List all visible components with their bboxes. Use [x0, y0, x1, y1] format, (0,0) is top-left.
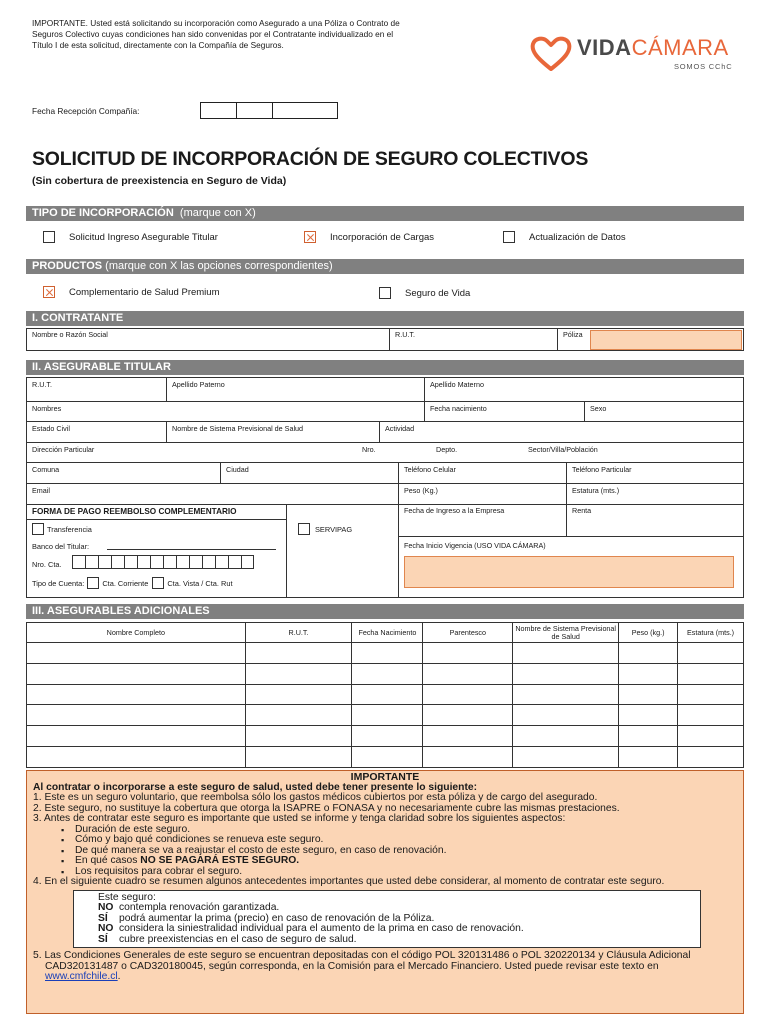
- divider: [166, 377, 167, 401]
- contratante-rut-field[interactable]: R.U.T.: [395, 330, 415, 339]
- checkbox-checked[interactable]: [304, 231, 316, 243]
- intro-text: Usted está solicitando su incorporación como Asegurado a una Póliza o Contrato de Seguros Colectivo cuyas condiciones han sido convenidas por el Contratante individualizado en el Título I de esta solicitud, directamente con la Compañía de Seguros.: [32, 18, 400, 50]
- digit-box[interactable]: [215, 555, 228, 569]
- divider: [26, 483, 744, 484]
- contratante-poliza-label: Póliza: [563, 330, 583, 339]
- divider: [26, 462, 744, 463]
- table-row: [27, 643, 744, 664]
- table-row: [27, 684, 744, 705]
- table-cell[interactable]: [423, 746, 513, 767]
- checkbox[interactable]: [503, 231, 515, 243]
- tipo-cuenta-label: Tipo de Cuenta:: [32, 578, 85, 588]
- table-cell[interactable]: [678, 726, 744, 747]
- titular-fecha-ingreso-field[interactable]: Fecha de Ingreso a la Empresa: [404, 506, 505, 515]
- titular-estatura-field[interactable]: Estatura (mts.): [572, 486, 620, 495]
- titular-renta-field[interactable]: Renta: [572, 506, 592, 515]
- digit-box[interactable]: [85, 555, 98, 569]
- titular-sexo-field[interactable]: Sexo: [590, 404, 607, 413]
- summary-key: SÍ: [98, 933, 108, 945]
- intro-lead: IMPORTANTE.: [32, 18, 88, 28]
- table-cell[interactable]: [678, 643, 744, 664]
- table-cell[interactable]: [513, 705, 619, 726]
- fecha-vigencia-field[interactable]: [404, 556, 734, 588]
- important-bullet: ▪ De qué manera se va a reajustar el costo de este seguro, en caso de renovación.: [33, 846, 737, 857]
- table-row: [27, 705, 744, 726]
- column-header: Nombre de Sistema Previsional de Salud: [513, 623, 619, 643]
- digit-box[interactable]: [202, 555, 215, 569]
- digit-box[interactable]: [137, 555, 150, 569]
- divider: [566, 483, 567, 504]
- divider: [424, 377, 425, 401]
- tipo-header-note: (marque con X): [179, 207, 256, 219]
- summary-key: NO: [98, 923, 114, 934]
- table-cell[interactable]: [245, 643, 352, 664]
- tipo-header-title: TIPO DE INCORPORACIÓN: [32, 207, 174, 219]
- divider: [379, 421, 380, 442]
- table-cell[interactable]: [352, 643, 423, 664]
- table-cell[interactable]: [619, 643, 678, 664]
- banco-input-line[interactable]: [107, 549, 276, 550]
- cta-vista-label: Cta. Vista / Cta. Rut: [167, 578, 233, 588]
- important-item-5: [33, 951, 737, 983]
- titular-estado-civil-field[interactable]: Estado Civil: [32, 424, 70, 433]
- checkbox[interactable]: [298, 523, 310, 535]
- titular-rut-field[interactable]: R.U.T.: [32, 380, 52, 389]
- adicionales-table: [26, 622, 744, 768]
- table-cell[interactable]: [27, 663, 246, 684]
- logo-vida: VIDA: [577, 35, 632, 60]
- recepcion-label: Fecha Recepción Compañía:: [32, 106, 140, 116]
- item-5-end: .: [117, 971, 121, 982]
- recepcion-month-box[interactable]: [236, 102, 272, 119]
- table-cell[interactable]: [27, 746, 246, 767]
- digit-box[interactable]: [72, 555, 85, 569]
- divider: [26, 442, 744, 443]
- important-item-4: 4. En el siguiente cuadro se resumen algunos antecedentes importantes que usted debe considerar, al momento de contratar este seguro.: [33, 876, 665, 887]
- option-label: Actualización de Datos: [529, 231, 626, 243]
- digit-box[interactable]: [176, 555, 189, 569]
- divider: [398, 483, 399, 504]
- producto-option-salud[interactable]: [43, 286, 219, 298]
- titular-actividad-field[interactable]: Actividad: [385, 424, 415, 433]
- table-cell[interactable]: [245, 684, 352, 705]
- table-cell[interactable]: [513, 684, 619, 705]
- titular-nombres-field[interactable]: Nombres: [32, 404, 62, 413]
- recepcion-year-box[interactable]: [272, 102, 338, 119]
- logo-subtitle: SOMOS CChC: [674, 62, 733, 71]
- checkbox[interactable]: [379, 287, 391, 299]
- nro-cta-field[interactable]: [72, 555, 254, 569]
- summary-head: Este seguro:: [98, 891, 156, 903]
- table-cell[interactable]: [513, 663, 619, 684]
- summary-box: [73, 890, 701, 949]
- bullet-text: En qué casos: [75, 855, 141, 866]
- contratante-header: I. CONTRATANTE: [26, 311, 744, 326]
- tipo-cuenta-row: [32, 577, 233, 589]
- titular-ciudad-field[interactable]: Ciudad: [226, 465, 249, 474]
- table-cell[interactable]: [423, 726, 513, 747]
- digit-box[interactable]: [124, 555, 137, 569]
- intro-notice: [32, 18, 412, 51]
- table-cell[interactable]: [619, 663, 678, 684]
- productos-header-note: (marque con X las opciones correspondientes): [105, 260, 333, 272]
- titular-sector-field[interactable]: Sector/Villa/Población: [528, 445, 598, 454]
- important-bullet: ▪ Duración de este seguro.: [33, 825, 737, 836]
- cta-vista-checkbox[interactable]: [152, 577, 164, 589]
- poliza-field[interactable]: [590, 330, 742, 350]
- table-cell[interactable]: [245, 726, 352, 747]
- productos-header-title: PRODUCTOS: [32, 260, 103, 272]
- titular-nro-field[interactable]: Nro.: [362, 445, 376, 454]
- column-header: Parentesco: [423, 623, 513, 643]
- divider: [566, 504, 567, 536]
- forma-pago-title: FORMA DE PAGO REEMBOLSO COMPLEMENTARIO: [32, 507, 237, 516]
- important-item-2: 2. Este seguro, no sustituye la cobertura que otorga la ISAPRE o FONASA y no necesariamente cubre las mismas prestaciones.: [33, 802, 620, 814]
- table-cell[interactable]: [245, 663, 352, 684]
- summary-key: SÍ: [98, 912, 108, 924]
- summary-text: contempla renovación garantizada.: [119, 902, 280, 913]
- logo-camara: CÁMARA: [631, 35, 729, 60]
- digit-box[interactable]: [98, 555, 111, 569]
- option-label: Complementario de Salud Premium: [69, 286, 220, 298]
- vida-camara-logo: [529, 34, 749, 74]
- column-header: Estatura (mts.): [678, 623, 744, 643]
- summary-text: cubre preexistencias en el caso de seguro de salud.: [119, 933, 357, 945]
- table-row: [27, 726, 744, 747]
- table-cell[interactable]: [513, 746, 619, 767]
- servipag-option[interactable]: [298, 523, 352, 535]
- nro-cta-label: Nro. Cta.: [32, 560, 62, 569]
- titular-depto-field[interactable]: Depto.: [436, 445, 458, 454]
- divider: [584, 401, 585, 421]
- important-title: IMPORTANTE: [350, 771, 420, 783]
- tipo-option-cargas[interactable]: [304, 231, 434, 243]
- important-bullet: ▪ Los requisitos para cobrar el seguro.: [33, 867, 737, 878]
- table-cell[interactable]: [513, 726, 619, 747]
- table-row: [27, 663, 744, 684]
- table-cell[interactable]: [423, 705, 513, 726]
- bullet-bold-text: NO SE PAGARÁ ESTE SEGURO.: [140, 855, 300, 866]
- titular-peso-field[interactable]: Peso (Kg.): [404, 486, 438, 495]
- tipo-option-titular[interactable]: [43, 231, 218, 243]
- table-cell[interactable]: [245, 746, 352, 767]
- heart-logo-icon: [529, 36, 573, 72]
- summary-row: [98, 935, 700, 946]
- titular-tel-particular-field[interactable]: Teléfono Particular: [572, 465, 632, 474]
- table-cell[interactable]: [352, 684, 423, 705]
- digit-box[interactable]: [150, 555, 163, 569]
- important-bullet: ▪ Cómo y bajo qué condiciones se renueva este seguro.: [33, 835, 737, 846]
- digit-box[interactable]: [189, 555, 202, 569]
- table-cell[interactable]: [352, 746, 423, 767]
- table-cell[interactable]: [245, 705, 352, 726]
- digit-box[interactable]: [241, 555, 254, 569]
- titular-comuna-field[interactable]: Comuna: [32, 465, 60, 474]
- column-header: Peso (kg.): [619, 623, 678, 643]
- table-cell[interactable]: [27, 726, 246, 747]
- table-cell[interactable]: [423, 663, 513, 684]
- column-header: R.U.T.: [245, 623, 352, 643]
- productos-header: [26, 259, 744, 274]
- summary-text: considera la siniestralidad individual para el aumento de la prima en caso de renovación.: [119, 923, 524, 934]
- checkbox[interactable]: [43, 231, 55, 243]
- digit-box[interactable]: [111, 555, 124, 569]
- important-bullet: [33, 856, 737, 867]
- transferencia-option[interactable]: [32, 523, 92, 535]
- table-cell[interactable]: [678, 663, 744, 684]
- page-subtitle: (Sin cobertura de preexistencia en Seguro de Vida): [32, 175, 287, 187]
- divider: [398, 462, 399, 483]
- transferencia-label: Transferencia: [47, 524, 92, 534]
- summary-text: podrá aumentar la prima (precio) en caso de renovación de la Póliza.: [119, 912, 435, 924]
- contratante-nombre-field[interactable]: Nombre o Razón Social: [32, 330, 108, 339]
- table-cell[interactable]: [27, 643, 246, 664]
- tipo-option-actualizacion[interactable]: [503, 231, 626, 243]
- divider: [220, 462, 221, 483]
- checkbox[interactable]: [32, 523, 44, 535]
- summary-row: [98, 903, 700, 914]
- table-cell[interactable]: [27, 705, 246, 726]
- digit-box[interactable]: [228, 555, 241, 569]
- table-cell[interactable]: [27, 684, 246, 705]
- table-cell[interactable]: [423, 643, 513, 664]
- divider: [166, 421, 167, 442]
- divider: [398, 536, 744, 537]
- titular-apellido-paterno-field[interactable]: Apellido Paterno: [172, 380, 225, 389]
- table-cell[interactable]: [619, 746, 678, 767]
- producto-option-vida[interactable]: [379, 287, 470, 299]
- table-cell[interactable]: [619, 705, 678, 726]
- digit-box[interactable]: [163, 555, 176, 569]
- divider: [389, 328, 390, 351]
- table-cell[interactable]: [352, 705, 423, 726]
- divider: [424, 401, 425, 421]
- table-header-row: [27, 623, 744, 643]
- servipag-label: SERVIPAG: [315, 524, 353, 534]
- important-notice: [26, 770, 744, 1014]
- table-cell[interactable]: [352, 726, 423, 747]
- logo-wordmark: [577, 34, 729, 62]
- checkbox-checked[interactable]: [43, 286, 55, 298]
- page-title: SOLICITUD DE INCORPORACIÓN DE SEGURO COLECTIVOS: [32, 148, 589, 170]
- divider: [557, 328, 558, 351]
- summary-row: [98, 924, 700, 935]
- recepcion-date-field[interactable]: [200, 102, 338, 119]
- option-label: Solicitud Ingreso Asegurable Titular: [69, 231, 218, 243]
- important-item-1: 1. Este es un seguro voluntario, que reembolsa sólo los gastos médicos cubiertos por esta póliza y de cargo del asegurado.: [33, 792, 598, 803]
- divider: [398, 504, 399, 598]
- option-label: Incorporación de Cargas: [330, 231, 435, 243]
- fecha-vigencia-label: Fecha Inicio Vigencia (USO VIDA CÁMARA): [404, 541, 546, 550]
- item-5-text: 5. Las Condiciones Generales de este seguro se encuentran depositadas con el código POL 320131486 o POL 320220134 y Cláusula Adicional CAD320131487 o CAD320180045, según corresponda, en la Comisión para el Mercado Financiero. Usted puede revisar este texto en: [33, 950, 691, 972]
- tipo-header: [26, 206, 744, 221]
- divider: [566, 462, 567, 483]
- divider: [286, 504, 287, 598]
- titular-tel-celular-field[interactable]: Teléfono Celular: [404, 465, 456, 474]
- banco-label: Banco del Titular:: [32, 542, 90, 551]
- table-cell[interactable]: [423, 684, 513, 705]
- adicionales-header: III. ASEGURABLES ADICIONALES: [26, 604, 744, 619]
- divider: [26, 519, 286, 520]
- column-header: Nombre Completo: [27, 623, 246, 643]
- cta-corriente-checkbox[interactable]: [87, 577, 99, 589]
- titular-header: II. ASEGURABLE TITULAR: [26, 360, 744, 375]
- table-row: [27, 746, 744, 767]
- important-lead: Al contratar o incorporarse a este seguro de salud, usted debe tener presente lo siguiente:: [33, 781, 478, 793]
- table-cell[interactable]: [678, 705, 744, 726]
- table-cell[interactable]: [678, 684, 744, 705]
- titular-sistema-salud-field[interactable]: Nombre de Sistema Previsional de Salud: [172, 424, 304, 433]
- titular-fecha-nacimiento-field[interactable]: Fecha nacimiento: [430, 404, 487, 413]
- table-cell[interactable]: [619, 684, 678, 705]
- cmf-link[interactable]: www.cmfchile.cl: [45, 971, 118, 982]
- option-label: Seguro de Vida: [405, 287, 471, 299]
- table-cell[interactable]: [678, 746, 744, 767]
- table-cell[interactable]: [619, 726, 678, 747]
- important-item-3: 3. Antes de contratar este seguro es importante que usted se informe y tenga claridad sobre los siguientes aspectos:: [33, 813, 566, 824]
- cta-corriente-label: Cta. Corriente: [102, 578, 149, 588]
- titular-email-field[interactable]: Email: [32, 486, 50, 495]
- table-cell[interactable]: [352, 663, 423, 684]
- recepcion-day-box[interactable]: [200, 102, 236, 119]
- titular-direccion-field[interactable]: Dirección Particular: [32, 445, 95, 454]
- divider: [26, 401, 744, 402]
- summary-key: NO: [98, 902, 114, 913]
- table-cell[interactable]: [513, 643, 619, 664]
- titular-apellido-materno-field[interactable]: Apellido Materno: [430, 380, 484, 389]
- column-header: Fecha Nacimiento: [352, 623, 423, 643]
